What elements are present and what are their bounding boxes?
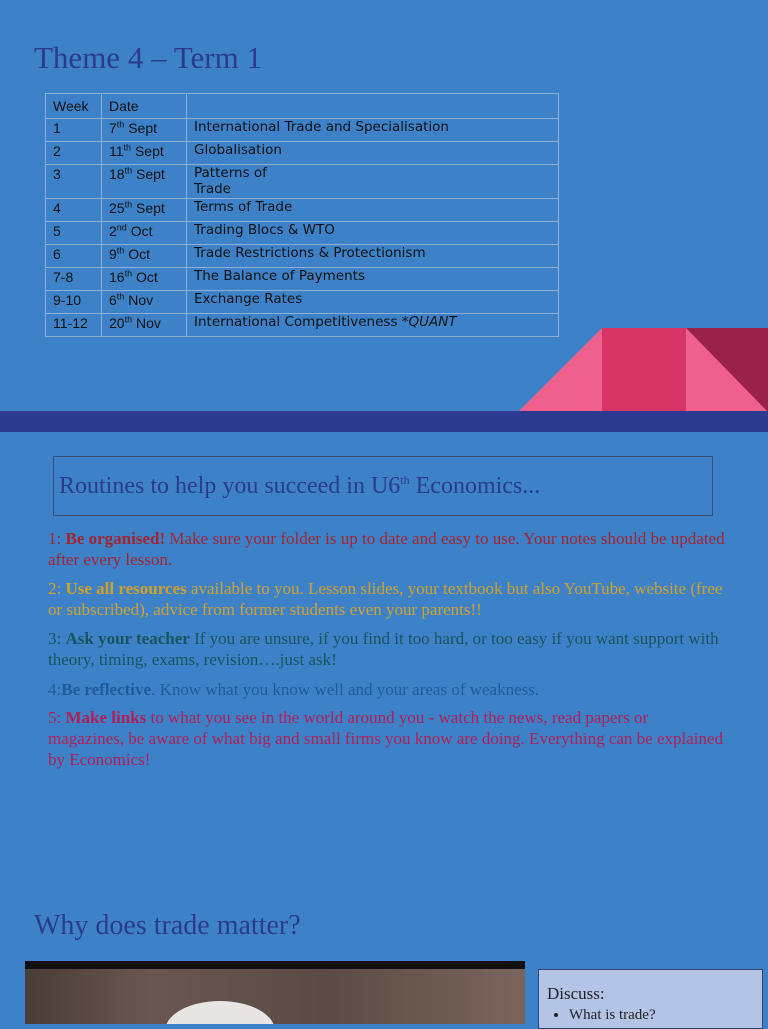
- routine-heading: Be organised!: [65, 529, 166, 548]
- routine-heading: Ask your teacher: [65, 629, 190, 648]
- date-cell: [102, 165, 187, 199]
- table-row: [46, 245, 559, 268]
- date-suffix: th: [124, 268, 133, 279]
- week-cell: 2: [46, 142, 102, 165]
- date-cell: [102, 268, 187, 291]
- routine-text: If you are unsure, if you find it too hard, or too easy if you want support with theory, timing, exams, revision….just ask!: [48, 629, 719, 669]
- routine-text: available to you. Lesson slides, your textbook but also YouTube, website (free or subscribed), advice from former students even your parents!!: [48, 579, 723, 619]
- topic-cell: Exchange Rates: [187, 291, 559, 314]
- date-cell: [102, 142, 187, 165]
- date-suffix: th: [124, 199, 133, 210]
- routine-text: . Know what you know well and your areas of weakness.: [151, 680, 540, 699]
- column-header-week: Week: [46, 94, 102, 119]
- date-day: 11: [109, 143, 124, 159]
- date-day: 2: [109, 223, 117, 239]
- table-row: [46, 119, 559, 142]
- date-month: Oct: [132, 269, 158, 285]
- date-month: Nov: [124, 292, 154, 308]
- routines-title-text: Routines to help you succeed in U6: [59, 473, 401, 499]
- week-cell: 9-10: [46, 291, 102, 314]
- section-title-why-trade: Why does trade matter?: [34, 910, 301, 941]
- routine-number: 5:: [48, 708, 66, 727]
- photo-image: [25, 961, 525, 1024]
- decorative-triangles: [518, 328, 768, 412]
- topic-cell: Trading Blocs & WTO: [187, 222, 559, 245]
- topic-text: International Competitiveness: [194, 314, 402, 330]
- routine-heading: Be reflective: [61, 680, 152, 699]
- routines-title-text: Economics...: [409, 473, 541, 499]
- routines-title: [59, 473, 540, 500]
- date-month: Nov: [132, 315, 161, 331]
- week-cell: 6: [46, 245, 102, 268]
- week-cell: 4: [46, 199, 102, 222]
- week-cell: 3: [46, 165, 102, 199]
- table-row: [46, 268, 559, 291]
- routine-dash: -: [428, 708, 435, 727]
- table-row: [46, 222, 559, 245]
- date-day: 16: [109, 269, 125, 285]
- date-cell: [102, 222, 187, 245]
- pink-block-middle: [602, 328, 686, 412]
- divider-band: [0, 411, 768, 432]
- page-title: Theme 4 – Term 1: [34, 40, 262, 75]
- date-suffix: th: [116, 291, 125, 302]
- date-day: 20: [109, 315, 125, 331]
- date-day: 9: [109, 246, 117, 262]
- week-cell: 11-12: [46, 314, 102, 337]
- pink-triangle-left: [518, 328, 602, 412]
- routine-number: 3:: [48, 629, 66, 648]
- date-month: Oct: [124, 246, 150, 262]
- date-suffix: th: [116, 245, 125, 256]
- routine-heading: Make links: [65, 708, 147, 727]
- table-row: [46, 165, 559, 199]
- discuss-box: [538, 969, 763, 1029]
- date-cell: [102, 291, 187, 314]
- discuss-list: [547, 1007, 656, 1024]
- week-cell: 1: [46, 119, 102, 142]
- date-month: Sept: [132, 166, 165, 182]
- week-cell: 5: [46, 222, 102, 245]
- routine-number: 4:: [48, 680, 62, 699]
- schedule-table: [45, 93, 559, 337]
- routine-text: to what you see in the world around you: [146, 708, 429, 727]
- date-day: 18: [109, 166, 125, 182]
- date-month: Sept: [131, 143, 164, 159]
- topic-cell: [187, 165, 559, 199]
- routine-text: watch the news, read papers or magazines, be aware of what big and small firms you know are doing. Everything can be explained by Economics!: [48, 708, 724, 769]
- routine-heading: Use all resources: [65, 579, 187, 598]
- date-suffix: th: [116, 119, 125, 130]
- date-day: 25: [109, 200, 125, 216]
- table-row: [46, 291, 559, 314]
- date-month: Sept: [132, 200, 165, 216]
- date-cell: [102, 314, 187, 337]
- photo-background: [25, 969, 525, 1024]
- date-suffix: th: [123, 142, 132, 153]
- topic-cell: The Balance of Payments: [187, 268, 559, 291]
- routine-number: 2:: [48, 579, 66, 598]
- date-suffix: th: [124, 314, 133, 325]
- date-month: Oct: [126, 223, 153, 239]
- date-day: 6: [109, 292, 117, 308]
- date-day: 7: [109, 120, 117, 136]
- routine-number: 1:: [48, 529, 66, 548]
- routine-item: [48, 707, 728, 770]
- routine-item: [48, 578, 728, 620]
- topic-cell: International Trade and Specialisation: [187, 119, 559, 142]
- date-cell: [102, 199, 187, 222]
- routine-item: [48, 528, 728, 570]
- topic-cell: [187, 314, 559, 337]
- topic-cell: Terms of Trade: [187, 199, 559, 222]
- topic-line: Trade: [194, 181, 231, 197]
- column-header-date: Date: [102, 94, 187, 119]
- table-header-row: [46, 94, 559, 119]
- week-cell: 7-8: [46, 268, 102, 291]
- date-cell: [102, 245, 187, 268]
- topic-cell: Globalisation: [187, 142, 559, 165]
- date-suffix: th: [124, 165, 133, 176]
- table-row: [46, 142, 559, 165]
- date-cell: [102, 119, 187, 142]
- routines-title-box: [53, 456, 713, 516]
- discuss-heading: Discuss:: [547, 984, 605, 1003]
- quant-note: *QUANT: [401, 314, 457, 330]
- table-row: [46, 199, 559, 222]
- routine-item: [48, 628, 728, 670]
- topic-cell: Trade Restrictions & Protectionism: [187, 245, 559, 268]
- discuss-item: • What is trade?: [569, 1007, 656, 1024]
- date-month: Sept: [124, 120, 158, 136]
- table-row: [46, 314, 559, 337]
- routine-item: [48, 679, 728, 700]
- date-suffix: nd: [116, 222, 127, 233]
- topic-line: Patterns of: [194, 165, 267, 181]
- routines-title-suffix: th: [400, 473, 410, 487]
- routine-text: Make sure your folder is up to date and easy to use. Your notes should be updated after every lesson.: [48, 529, 725, 569]
- column-header-topic: [187, 94, 559, 119]
